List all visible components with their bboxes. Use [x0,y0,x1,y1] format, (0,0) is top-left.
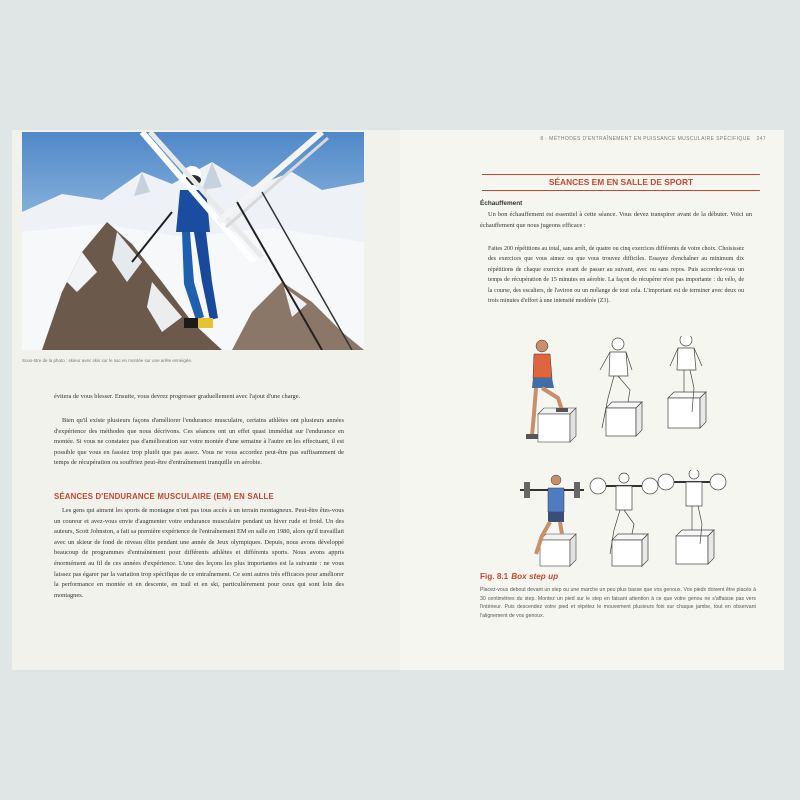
box-step-up-figure-lower [518,470,728,570]
barbell-person-2 [590,473,658,566]
box-step-up-figure-upper [518,336,728,446]
figure-person-2 [600,338,642,436]
page-title: SÉANCES EM EN SALLE DE SPORT [548,177,694,187]
warmup-subheading: Échauffement [480,200,523,207]
figure-title [480,572,558,581]
left-paragraph-1: évitera de vous blesser. Ensuite, vous devrez progresser graduellement avec l'ajout d'une charge. [54,393,301,400]
warmup-intro: Un bon échauffement est essentiel à cette séance. Vous devez transpirer avant de la débuter. Voici un échauffement que nous jugeons efficace : [480,211,752,229]
warmup-instructions: Faites 200 répétitions au total, sans arrêt, de quatre ou cinq exercices différents de votre choix. Choisissez des exercices que vous aimez ou que vous trouvez difficiles. Essayez d'enchaîner au minimum dix répétitions de chaque exercice avant de passer au suivant, avec ou sans repos. Puis accordez-vous un temps de récupération de 15 minutes en aérobie. La façon de récupérer n'est pas importante : du vélo, de la course, des escaliers, de l'aviron ou un mélange de tout cela. L'important est de terminer avec deux ou trois minutes d'effort à une intensité modérée (Z3). [488,246,744,305]
barbell-person-3 [658,470,726,564]
running-head-title: 8 · MÉTHODES D'ENTRAÎNEMENT EN PUISSANCE MUSCULAIRE SPÉCIFIQUE [540,136,751,142]
figure-description: Placez-vous debout devant un step ou une marche un peu plus basse que vos genoux. Vos pieds doivent être placés à 30 centimètres du step. Montez un pied sur le step en faisant attention à ce que votre genou ne s'affaisse pas vers l'intérieur. Puis descendez votre pied et répétez le mouvement plusieurs fois sur chaque jambe, tout en observant l'alignement de vos genoux. [480,587,756,619]
figure-person-1 [526,340,576,442]
title-rule-top [482,174,760,175]
ski-mountaineering-photo [22,132,364,350]
left-paragraph-2: Bien qu'il existe plusieurs façons d'améliorer l'endurance musculaire, certains athlètes ont plusieurs années d'expérience des méthodes que nous décrivons. Ces séances ont un effet quasi immédiat sur l'endurance en montée. Si vous ne constatez pas d'amélioration sur votre montée d'une semaine à l'autre en les effectuant, il est possible que vous en fassiez trop plutôt que pas assez. Vous ne vous accordez peut-être pas suffisamment de temps de récupération ou souffriez peut-être d'entraînement tranquille en aérobie. [54,417,344,467]
photo-caption: Sous-titre de la photo : skieur avec skis sur le sac en montée sur une arête enneigée. [22,358,193,363]
running-head [540,136,766,142]
figure-name: Box step up [511,572,559,581]
left-page [12,130,400,670]
barbell-person-1 [520,475,584,566]
right-page [400,130,784,670]
figure-number: Fig. 8.1 [480,572,509,581]
title-rule-bottom [482,190,760,191]
page-number: 247 [756,136,766,142]
figure-person-3 [668,336,706,428]
left-paragraph-3: Les gens qui aiment les sports de montagne n'ont pas tous accès à un terrain montagneux. Peut-être êtes-vous un coureur et avez-vous envie d'augmenter votre endurance musculaire pendant un hiver rude et froid. Un des auteurs, Scott Johnston, a fait sa première expérience de l'entraînement EM en salle en 1980, alors qu'il travaillait avec un skieur de fond de niveau élite pendant une année de Jeux olympiques. Depuis, nous avons développé beaucoup de programmes d'entraînement pour différents athlètes et différents sports. Nous avons appris énormément au fil de ces années d'expérience. L'une des leçons les plus importantes est la suivante : ne vous laissez pas égarer par la variation trop spécifique de ce entraînement. Ce sont autres très efficaces pour améliorer la performance en montée et en descente, en trail et en ski, particulièrement pour ceux qui sont loin des montagnes. [54,507,344,599]
photo-illustration [22,132,364,350]
section-heading-endurance: SÉANCES D'ENDURANCE MUSCULAIRE (EM) EN SALLE [54,492,274,501]
